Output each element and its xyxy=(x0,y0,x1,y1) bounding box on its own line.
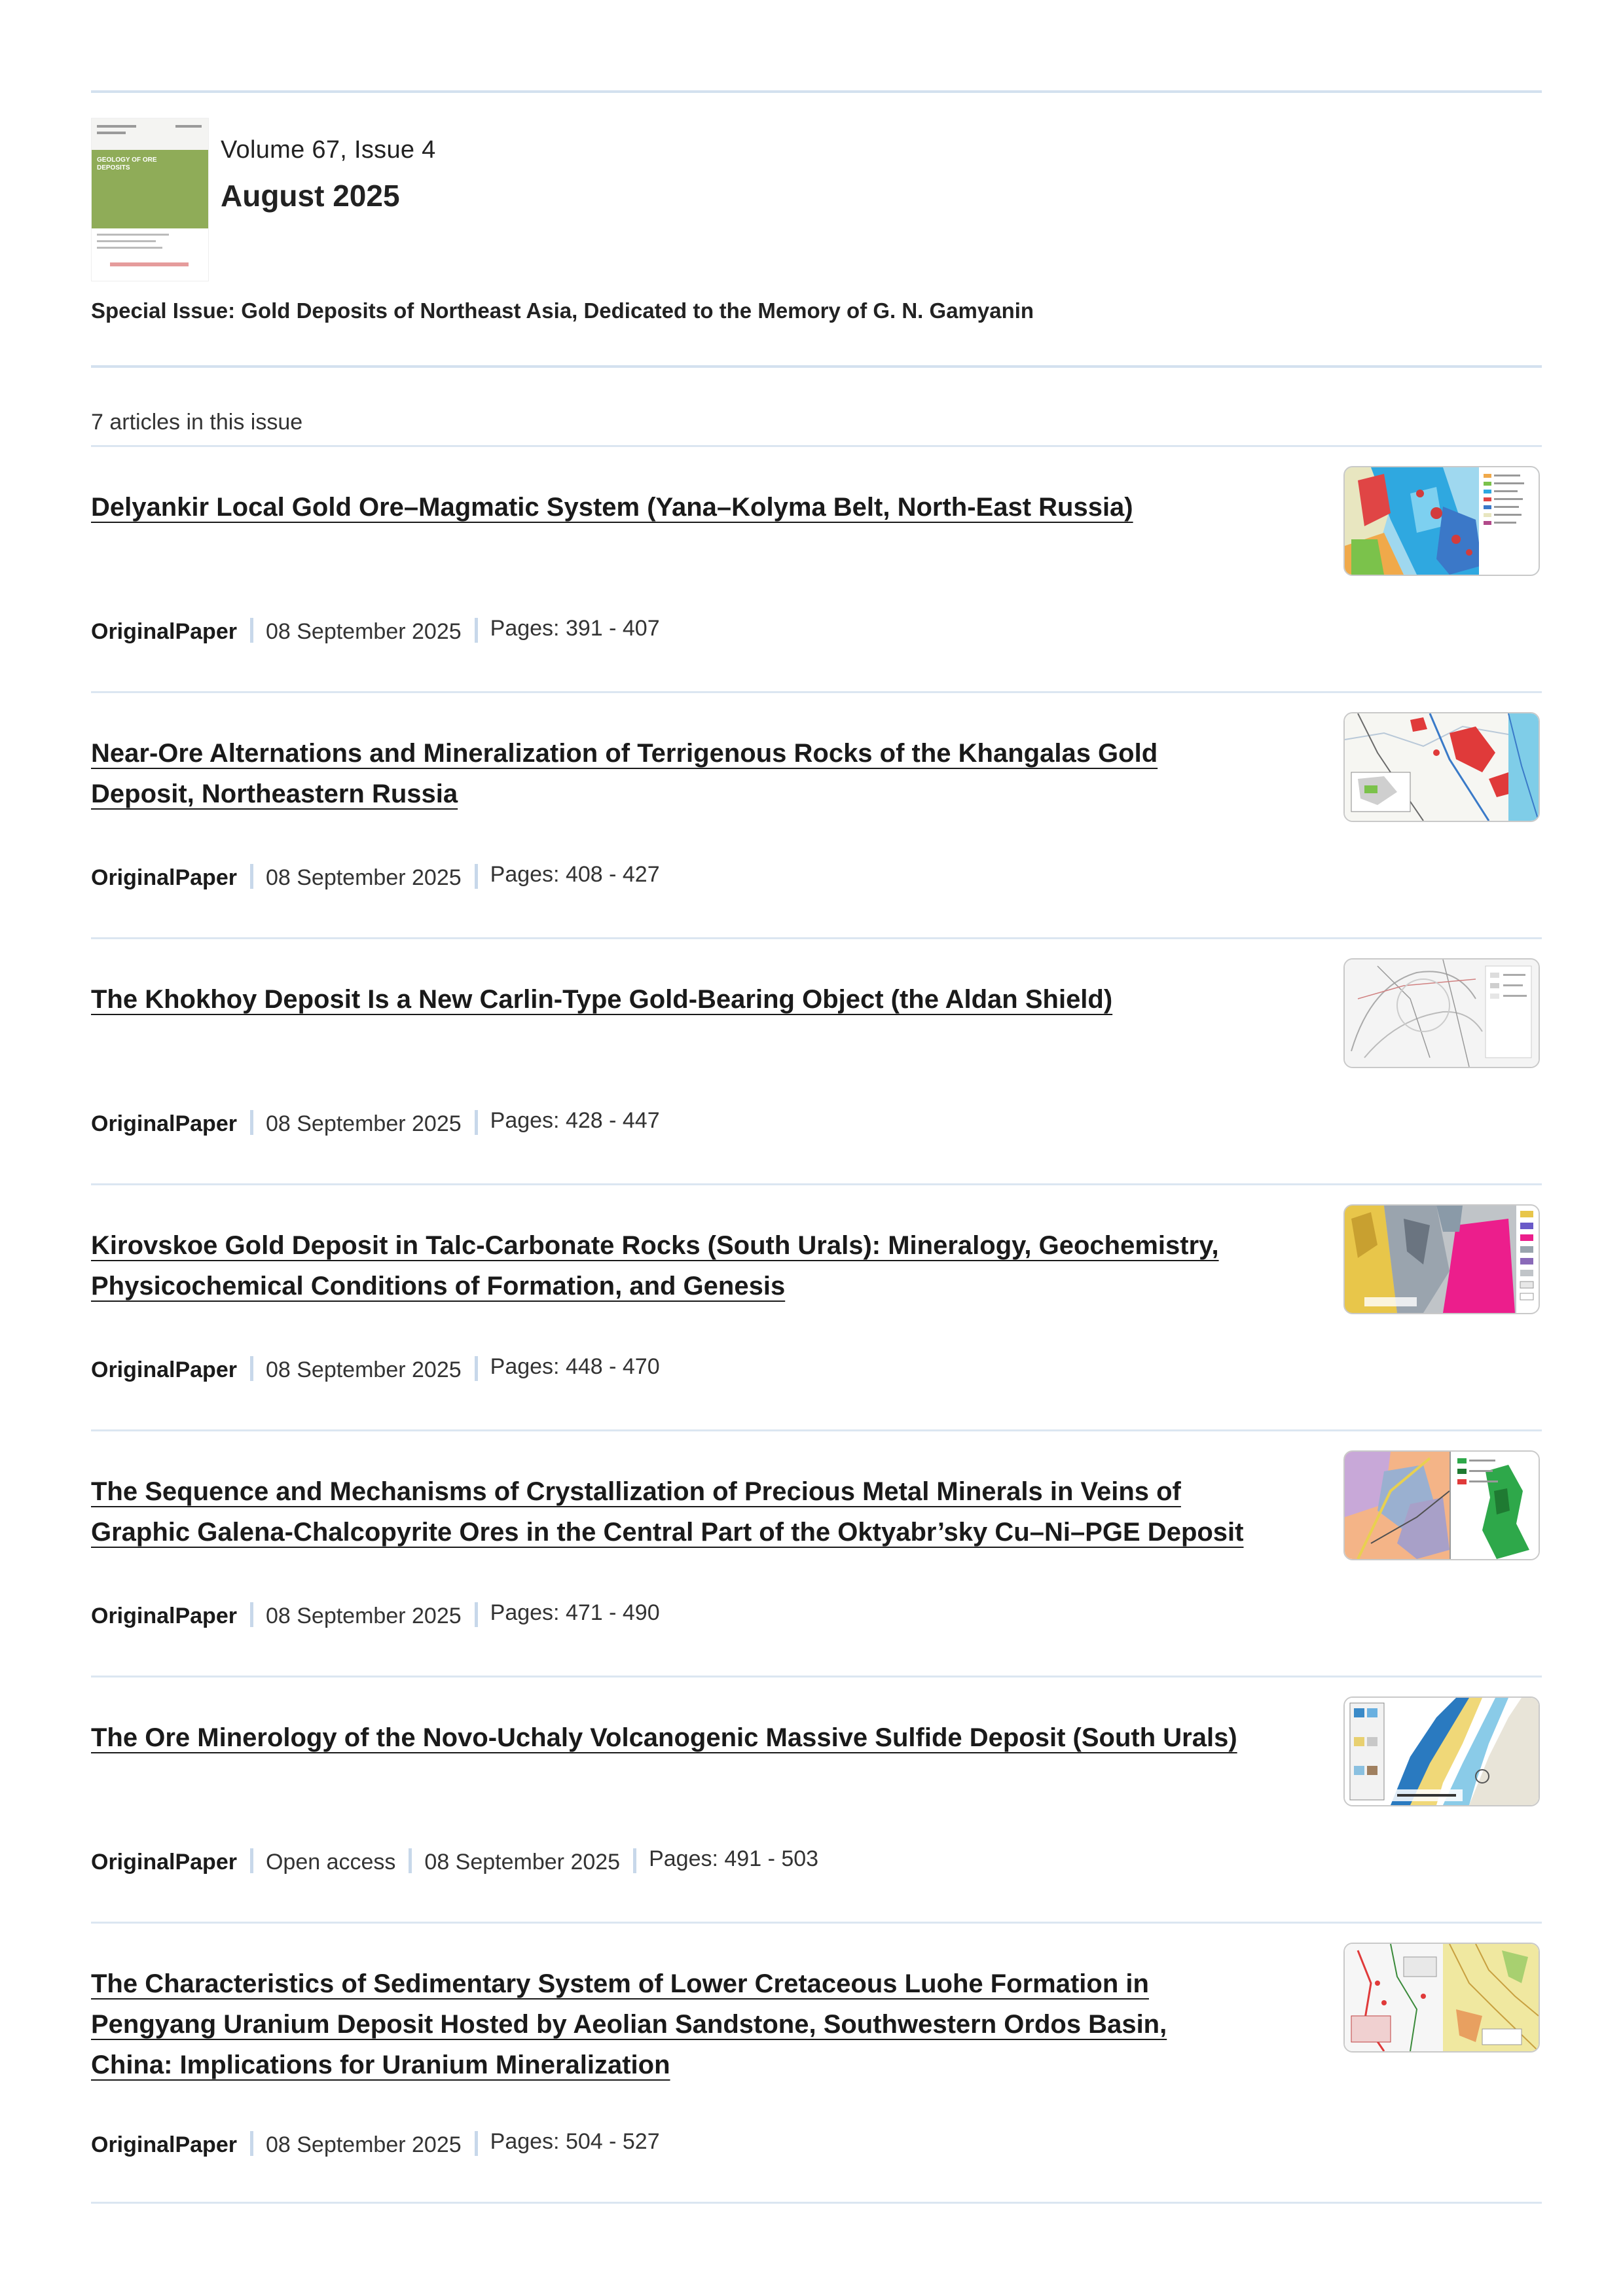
article-divider xyxy=(91,691,1542,693)
list-divider xyxy=(91,445,1542,447)
article-title[interactable] xyxy=(91,733,1296,814)
article-pages: Pages: 408 - 427 xyxy=(490,862,660,887)
article-date: 08 September 2025 xyxy=(265,1357,462,1382)
geologic-map-thumbnail[interactable] xyxy=(1343,712,1540,822)
article-type: OriginalPaper xyxy=(91,1357,237,1382)
article-pages: Pages: 491 - 503 xyxy=(649,1846,819,1871)
publisher-logo xyxy=(110,262,189,266)
top-divider xyxy=(91,90,1542,93)
article-meta xyxy=(91,864,660,891)
article-title-line[interactable]: The Khokhoy Deposit Is a New Carlin-Type Gold-Bearing Object (the Aldan Shield) xyxy=(91,985,1113,1014)
article-divider xyxy=(91,937,1542,939)
article-title[interactable] xyxy=(91,1717,1296,1758)
bottom-divider xyxy=(91,2202,1542,2204)
geologic-map-thumbnail[interactable] xyxy=(1343,1204,1540,1314)
article-title-line[interactable]: Graphic Galena-Chalcopyrite Ores in the Central Part of the Oktyabr’sky Cu–Ni–PGE Deposit xyxy=(91,1518,1244,1547)
article-title-line[interactable]: The Sequence and Mechanisms of Crystallization of Precious Metal Minerals in Veins of xyxy=(91,1477,1181,1506)
article-title-line[interactable]: Kirovskoe Gold Deposit in Talc-Carbonate Rocks (South Urals): Mineralogy, Geochemistry, xyxy=(91,1231,1219,1260)
article-date: 08 September 2025 xyxy=(424,1850,621,1874)
article-type: OriginalPaper xyxy=(91,2132,237,2157)
geologic-map-thumbnail[interactable] xyxy=(1343,1943,1540,2053)
article-title-line[interactable]: Pengyang Uranium Deposit Hosted by Aeolian Sandstone, Southwestern Ordos Basin, xyxy=(91,2010,1167,2039)
article-access: Open access xyxy=(265,1850,396,1874)
geologic-map-thumbnail[interactable] xyxy=(1343,1450,1540,1560)
article-pages: Pages: 504 - 527 xyxy=(490,2129,660,2154)
issue-date: August 2025 xyxy=(221,179,400,213)
article-meta xyxy=(91,1602,660,1629)
article-divider xyxy=(91,1183,1542,1185)
article-title-line[interactable]: Deposit, Northeastern Russia xyxy=(91,780,458,808)
article-title-line[interactable]: Near-Ore Alternations and Mineralization of Terrigenous Rocks of the Khangalas Gold xyxy=(91,739,1158,768)
article-meta xyxy=(91,1848,818,1875)
article-date: 08 September 2025 xyxy=(265,619,462,644)
article-date: 08 September 2025 xyxy=(265,865,462,890)
article-type: OriginalPaper xyxy=(91,1604,237,1628)
article-meta xyxy=(91,1110,660,1137)
article-pages: Pages: 448 - 470 xyxy=(490,1354,660,1379)
article-meta xyxy=(91,1356,660,1383)
article-meta xyxy=(91,2131,660,2158)
article-type: OriginalPaper xyxy=(91,865,237,890)
article-pages: Pages: 428 - 447 xyxy=(490,1108,660,1133)
article-title[interactable] xyxy=(91,487,1296,528)
article-meta xyxy=(91,618,660,645)
article-title[interactable] xyxy=(91,1471,1296,1552)
article-title-line[interactable]: The Ore Minerology of the Novo-Uchaly Volcanogenic Massive Sulfide Deposit (South Urals) xyxy=(91,1723,1237,1752)
article-divider xyxy=(91,1922,1542,1924)
cover-title: GEOLOGY OF ORE DEPOSITS xyxy=(97,156,157,171)
article-date: 08 September 2025 xyxy=(265,1111,462,1136)
article-title[interactable] xyxy=(91,979,1296,1020)
article-pages: Pages: 391 - 407 xyxy=(490,616,660,641)
article-date: 08 September 2025 xyxy=(265,1604,462,1628)
article-divider xyxy=(91,1429,1542,1431)
header-divider xyxy=(91,365,1542,368)
article-title-line[interactable]: The Characteristics of Sedimentary System of Lower Cretaceous Luohe Formation in xyxy=(91,1969,1149,1998)
article-type: OriginalPaper xyxy=(91,1111,237,1136)
article-pages: Pages: 471 - 490 xyxy=(490,1600,660,1625)
article-divider xyxy=(91,1676,1542,1677)
article-title-line[interactable]: Delyankir Local Gold Ore–Magmatic System (Yana–Kolyma Belt, North-East Russia) xyxy=(91,493,1133,522)
article-date: 08 September 2025 xyxy=(265,2132,462,2157)
article-title-line[interactable]: Physicochemical Conditions of Formation, and Genesis xyxy=(91,1272,786,1300)
article-type: OriginalPaper xyxy=(91,619,237,644)
issue-volume: Volume 67, Issue 4 xyxy=(221,136,436,164)
article-type: OriginalPaper xyxy=(91,1850,237,1874)
article-title[interactable] xyxy=(91,1964,1296,2085)
journal-cover-image[interactable] xyxy=(91,118,209,281)
article-title[interactable] xyxy=(91,1225,1296,1306)
geologic-map-thumbnail[interactable] xyxy=(1343,1696,1540,1806)
schematic-map-thumbnail[interactable] xyxy=(1343,958,1540,1068)
article-count: 7 articles in this issue xyxy=(91,410,303,435)
geologic-map-thumbnail[interactable] xyxy=(1343,466,1540,576)
article-title-line[interactable]: China: Implications for Uranium Mineralization xyxy=(91,2051,670,2079)
special-issue-title: Special Issue: Gold Deposits of Northeast Asia, Dedicated to the Memory of G. N. Gamyanin xyxy=(91,298,1034,323)
